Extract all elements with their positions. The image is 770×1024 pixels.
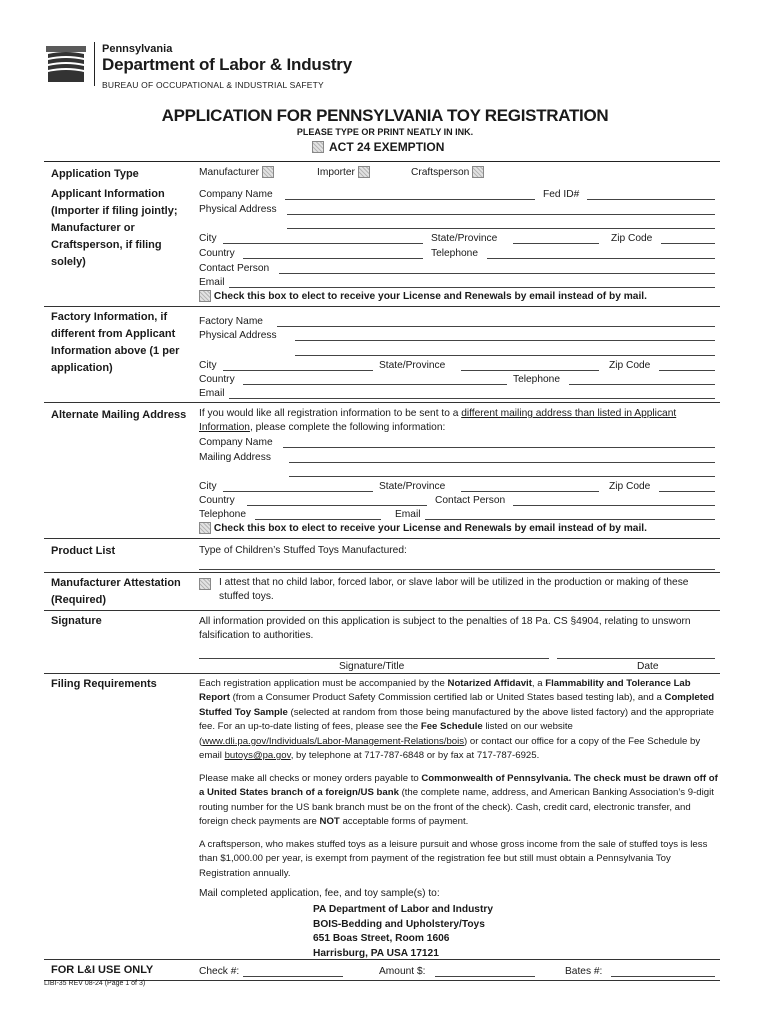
keystone-logo-icon bbox=[44, 42, 88, 84]
factory-country-field[interactable] bbox=[243, 384, 507, 385]
alt-country-field[interactable] bbox=[247, 505, 427, 506]
exemption-label: ACT 24 EXEMPTION bbox=[329, 140, 445, 154]
factory-zip-field[interactable] bbox=[659, 370, 715, 371]
fed-id-field[interactable] bbox=[587, 199, 715, 200]
email-link[interactable]: butoys@pa.gov bbox=[224, 750, 291, 762]
manufacturer-option: Manufacturer bbox=[199, 166, 274, 179]
label-signature: Signature bbox=[51, 615, 102, 627]
date-field[interactable] bbox=[557, 658, 715, 659]
filing-paragraph-4: Mail completed application, fee, and toy sample(s) to: bbox=[199, 888, 440, 899]
org-bureau: BUREAU OF OCCUPATIONAL & INDUSTRIAL SAFETY bbox=[102, 80, 324, 90]
importer-checkbox[interactable] bbox=[358, 166, 370, 178]
factory-state-field[interactable] bbox=[461, 370, 599, 371]
row-filing-requirements bbox=[44, 673, 720, 959]
importer-option: Importer bbox=[317, 166, 370, 179]
label-alternate-mailing: Alternate Mailing Address bbox=[51, 409, 187, 421]
alt-telephone-field[interactable] bbox=[255, 519, 381, 520]
alt-email-field[interactable] bbox=[425, 519, 715, 520]
email-delivery-checkbox[interactable] bbox=[199, 290, 211, 302]
manufacturer-checkbox[interactable] bbox=[262, 166, 274, 178]
factory-telephone-field[interactable] bbox=[569, 384, 715, 385]
filing-paragraph-2: Please make all checks or money orders payable to Commonwealth of Pennsylvania. The check must be drawn off of a United States branch of a foreign/US bank (the complete name, address, and American Banking Association’s 9-digit routing number for the US bank branch must be on the front of the check). Cash, credit card, electronic transfer, and foreign check payments are NOT acceptable forms of payment. bbox=[199, 773, 718, 828]
row-attestation bbox=[44, 572, 720, 610]
row-signature: Signature All information provided on this application is subject to the penalties of 18 Pa. CS §4904, relating to unsworn falsification to authorities. Signature/Title Date bbox=[44, 610, 720, 673]
row-application-type bbox=[44, 162, 720, 184]
craftsperson-option: Craftsperson bbox=[411, 166, 484, 179]
factory-city-field[interactable] bbox=[223, 370, 373, 371]
signature-text: All information provided on this application is subject to the penalties of 18 Pa. CS §4904, relating to unsworn falsification to authorities. bbox=[199, 616, 691, 641]
row-applicant: Applicant Information (Importer if filing jointly; Manufacturer or Craftsperson, if filing solely) Company Name Fed ID# Physical Address City State/Province Zip Code Country Telephone Contact Person Email Check this box to elect to receive your License and Renewals by email instead of by mail. bbox=[44, 184, 720, 306]
label-application-type: Application Type bbox=[51, 168, 139, 180]
telephone-field[interactable] bbox=[487, 258, 715, 259]
exemption-checkbox[interactable] bbox=[312, 141, 324, 153]
email-delivery-option: Check this box to elect to receive your License and Renewals by email instead of by mail. bbox=[199, 290, 647, 303]
contact-person-field[interactable] bbox=[279, 273, 715, 274]
email-field[interactable] bbox=[229, 287, 715, 288]
label-filing: Filing Requirements bbox=[51, 678, 157, 690]
bates-number-field[interactable] bbox=[611, 976, 715, 977]
form-subtitle: PLEASE TYPE OR PRINT NEATLY IN INK. bbox=[296, 127, 474, 137]
factory-name-field[interactable] bbox=[277, 326, 715, 327]
form-title: APPLICATION FOR PENNSYLVANIA TOY REGISTRATION bbox=[161, 106, 609, 125]
alt-mailing-address-line-2[interactable] bbox=[289, 476, 715, 477]
label-factory: Factory Information, if different from Applicant Information above (1 per application) bbox=[51, 311, 180, 374]
label-office-use: FOR L&I USE ONLY bbox=[51, 964, 154, 976]
product-list-field[interactable] bbox=[199, 569, 715, 570]
org-department: Department of Labor & Industry bbox=[102, 55, 352, 74]
check-number-field[interactable] bbox=[243, 976, 343, 977]
website-link[interactable]: www.dli.pa.gov/Individuals/Labor-Management-Relations/bois bbox=[202, 735, 465, 747]
alternate-intro: If you would like all registration information to be sent to a different mailing address than listed in Applicant Information, please complete the following information: bbox=[199, 408, 677, 433]
country-field[interactable] bbox=[243, 258, 423, 259]
exemption-option bbox=[312, 140, 444, 154]
logo-divider bbox=[94, 42, 95, 86]
row-factory: Factory Information, if different from Applicant Information above (1 per application) Factory Name Physical Address City State/Province Zip Code Country Telephone Email bbox=[44, 306, 720, 402]
label-attestation: Manufacturer Attestation (Required) bbox=[51, 577, 181, 606]
alt-email-delivery-checkbox[interactable] bbox=[199, 522, 211, 534]
application-form bbox=[44, 161, 720, 977]
alt-zip-field[interactable] bbox=[659, 491, 715, 492]
physical-address-line-2[interactable] bbox=[287, 228, 715, 229]
craftsperson-checkbox[interactable] bbox=[472, 166, 484, 178]
amount-field[interactable] bbox=[435, 976, 535, 977]
row-alternate-mailing: Alternate Mailing Address If you would like all registration information to be sent to a different mailing address than listed in Applicant Information, please complete the following information: Company Name Mailing Address City State/Province Zip Code Country Contact Person Telephone Email Check this box to elect to receive your License and Renewals by email instead of by mail. bbox=[44, 402, 720, 538]
alt-company-name-field[interactable] bbox=[283, 447, 715, 448]
attestation-text: I attest that no child labor, forced labor, or slave labor will be utilized in the production or making of these stuffed toys. bbox=[219, 577, 689, 602]
attestation-checkbox[interactable] bbox=[199, 578, 211, 590]
alt-contact-person-field[interactable] bbox=[513, 505, 715, 506]
row-product-list: Product List Type of Children’s Stuffed Toys Manufactured: bbox=[44, 538, 720, 572]
alt-email-delivery-option: Check this box to elect to receive your License and Renewals by email instead of by mail. bbox=[199, 522, 647, 535]
physical-address-field[interactable] bbox=[287, 214, 715, 215]
form-footer: LIBI-35 REV 08-24 (Page 1 of 3) bbox=[44, 980, 146, 987]
label-product-list: Product List bbox=[51, 545, 116, 557]
state-field[interactable] bbox=[513, 243, 599, 244]
signature-field[interactable] bbox=[199, 658, 549, 659]
filing-paragraph-3: A craftsperson, who makes stuffed toys as a leisure pursuit and whose gross income from the sale of stuffed toys is less than $1,000.00 per year, is exempt from payment of the registration fee but still must obtain a Pennsylvania Toy Registration annually. bbox=[199, 839, 708, 879]
filing-paragraph-1: Each registration application must be accompanied by the Notarized Affidavit, a Flammability and Tolerance Lab Report (from a Consumer Product Safety Commission certified lab or United States based testing lab), and a Completed Stuffed Toy Sample (selected at random from those being manufactured by the above listed factory) and the appropriate fee. For an up-to-date listing of fees, please see the Fee Schedule listed on our website (www.dli.pa.gov/Individuals/Labor-Management-Relations/bois) or contact our office for a copy of the Fee Schedule by email butoys@pa.gov, by telephone at 717-787-6848 or by fax at 717-787-6925. bbox=[199, 678, 715, 762]
agency-header bbox=[44, 40, 444, 96]
company-name-field[interactable] bbox=[285, 199, 535, 200]
factory-address-field[interactable] bbox=[295, 340, 715, 341]
alt-state-field[interactable] bbox=[461, 491, 599, 492]
city-field[interactable] bbox=[223, 243, 423, 244]
row-office-use: FOR L&I USE ONLY Check #: Amount $: Bates #: bbox=[44, 959, 720, 981]
mailing-address-block: PA Department of Labor and Industry BOIS-Bedding and Upholstery/Toys 651 Boas Street, Room 1606 Harrisburg, PA USA 17121 bbox=[313, 904, 493, 959]
alt-city-field[interactable] bbox=[223, 491, 373, 492]
zip-field[interactable] bbox=[661, 243, 715, 244]
alt-mailing-address-field[interactable] bbox=[289, 462, 715, 463]
factory-address-line-2[interactable] bbox=[295, 355, 715, 356]
factory-email-field[interactable] bbox=[229, 398, 715, 399]
org-state: Pennsylvania bbox=[102, 43, 173, 55]
label-applicant: Applicant Information (Importer if filing jointly; Manufacturer or Craftsperson, if filing solely) bbox=[51, 188, 178, 268]
